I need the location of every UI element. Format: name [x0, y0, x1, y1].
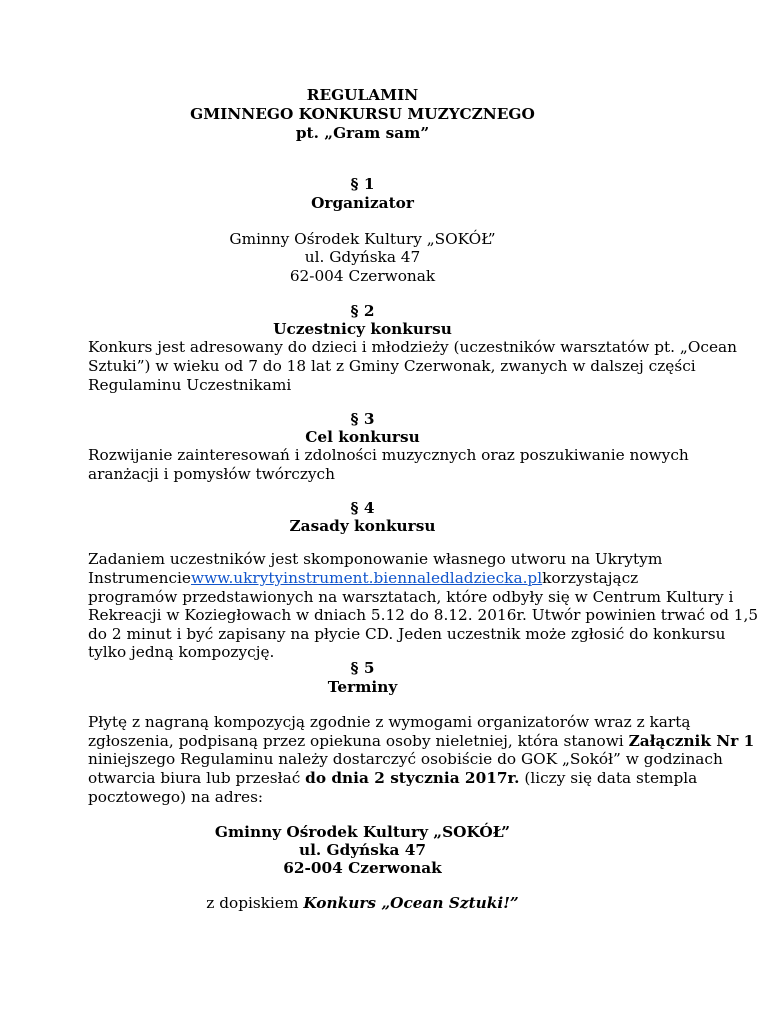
- envelope-note-title: Konkurs „Ocean Sztuki!”: [303, 894, 519, 912]
- organizer-city: 62-004 Czerwonak: [289, 267, 436, 285]
- section2-text-line: Regulaminu Uczestnikami: [88, 376, 292, 394]
- doc-title-line3: pt. „Gram sam”: [295, 124, 430, 142]
- attachment-reference: Załącznik Nr 1: [628, 732, 755, 750]
- deadline-date: do dnia 2 stycznia 2017r.: [305, 769, 520, 787]
- section4-text-line: programów przedstawionych na warsztatach, które odbyły się w Centrum Kultury i: [88, 588, 734, 606]
- section4-text-line: tylko jedną kompozycję.: [88, 643, 275, 661]
- section3-heading: Cel konkursu: [305, 428, 420, 446]
- delivery-address-name: Gminny Ośrodek Kultury „SOKÓŁ”: [214, 823, 511, 841]
- organizer-street: ul. Gdyńska 47: [304, 248, 421, 266]
- section5-text-line: [88, 732, 755, 750]
- section4-text-fragment: Instrumencie: [88, 569, 191, 587]
- envelope-note: [0, 894, 725, 912]
- delivery-address-city: 62-004 Czerwonak: [283, 859, 442, 877]
- section4-number: § 4: [350, 499, 375, 517]
- section4-text-line: Rekreacji w Koziegłowach w dniach 5.12 do 8.12. 2016r. Utwór powinien trwać od 1,5: [88, 606, 758, 624]
- section4-text-line: Zadaniem uczestników jest skomponowanie własnego utworu na Ukrytym: [88, 550, 663, 568]
- section5-text-line: niniejszego Regulaminu należy dostarczyć osobiście do GOK „Sokół” w godzinach: [88, 750, 723, 768]
- organizer-name: Gminny Ośrodek Kultury „SOKÓŁ”: [229, 230, 496, 248]
- section3-number: § 3: [350, 410, 375, 428]
- section5-text-fragment: otwarcia biura lub przesłać: [88, 769, 306, 787]
- section4-text-fragment: z: [630, 569, 639, 587]
- section2-text-line: Konkurs jest adresowany do dzieci i młodzieży (uczestników warsztatów pt. „Ocean: [88, 338, 737, 356]
- section2-number: § 2: [350, 302, 375, 320]
- section5-number: § 5: [350, 659, 375, 677]
- section1-number: § 1: [350, 175, 375, 193]
- section3-text-line: Rozwijanie zainteresowań i zdolności muzycznych oraz poszukiwanie nowych: [88, 446, 689, 464]
- section4-heading: Zasady konkursu: [289, 517, 436, 535]
- section5-text-line: Płytę z nagraną kompozycją zgodnie z wymogami organizatorów wraz z kartą: [88, 713, 691, 731]
- section1-heading: Organizator: [311, 194, 414, 212]
- competition-website-link[interactable]: www.ukrytyinstrument.biennaledladziecka.pl: [190, 569, 543, 587]
- section5-text-line: [88, 769, 698, 787]
- section3-text-line: aranżacji i pomysłów twórczych: [88, 465, 335, 483]
- section2-text-line: Sztuki”) w wieku od 7 do 18 lat z Gminy Czerwonak, zwanych w dalszej części: [88, 357, 696, 375]
- section4-link-line: [88, 569, 638, 587]
- envelope-note-prefix: z dopiskiem: [206, 894, 304, 912]
- section5-text-fragment: zgłoszenia, podpisaną przez opiekuna osoby nieletniej, która stanowi: [88, 732, 629, 750]
- section5-text-fragment: (liczy się data stempla: [519, 769, 698, 787]
- section5-text-line: pocztowego) na adres:: [88, 788, 264, 806]
- section2-heading: Uczestnicy konkursu: [273, 320, 452, 338]
- section4-text-fragment: korzystając: [542, 569, 631, 587]
- doc-title-line2: GMINNEGO KONKURSU MUZYCZNEGO: [190, 105, 535, 123]
- doc-title-line1: REGULAMIN: [306, 86, 419, 104]
- delivery-address-street: ul. Gdyńska 47: [298, 841, 427, 859]
- section5-heading: Terminy: [327, 678, 398, 696]
- section4-text-line: do 2 minut i być zapisany na płycie CD. Jeden uczestnik może zgłosić do konkursu: [88, 625, 726, 643]
